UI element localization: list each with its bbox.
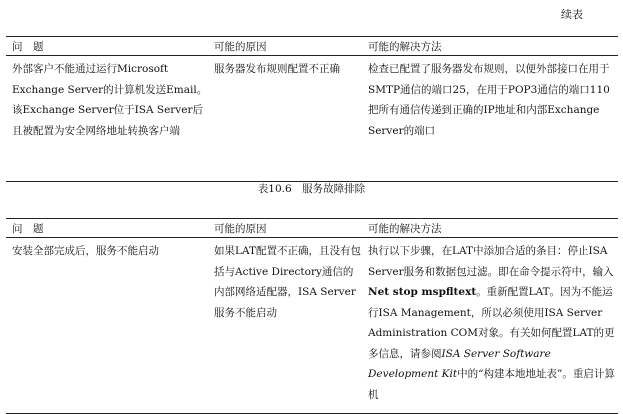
continued-label: 续表 (561, 8, 583, 21)
solution-book-title: ISA Server Software Development Kit (368, 347, 551, 380)
service-troubleshooting-table (6, 218, 618, 414)
cause-cell: 服务器发布规则配置不正确 (214, 63, 340, 75)
header-cause: 可能的原因 (214, 40, 267, 53)
table-row (6, 238, 618, 414)
cause-cell: 如果LAT配置不正确，且没有包括与Active Directory通信的内部网络适配器，ISA Server服务不能启动 (214, 245, 361, 319)
solution-cell: 检查已配置了服务器发布规则，以便外部接口在用于SMTP通信的端口25，在用于POP3通信的端口110把所有通信传递到正确的IP地址和内部Exchange Server的端口 (368, 63, 610, 137)
header-solution: 可能的解决方法 (368, 222, 442, 235)
problem-cell: 安装全部完成后，服务不能启动 (12, 245, 159, 257)
troubleshooting-table-continued (6, 36, 618, 182)
table-header (6, 36, 618, 56)
table-row (6, 56, 618, 182)
header-solution: 可能的解决方法 (368, 40, 442, 53)
header-problem: 问 题 (12, 222, 44, 235)
solution-text-part3: 中的“构建本地地址表”。重启计算机 (368, 368, 615, 401)
table-header (6, 218, 618, 238)
solution-text-part1: 执行以下步骤，在LAT中添加合适的条目：停止ISA Server服务和数据包过滤。即在命令提示符中，输入 (368, 245, 614, 278)
solution-cell (362, 241, 618, 413)
header-problem: 问 题 (12, 40, 44, 53)
solution-command: Net stop mspfltext (368, 286, 477, 298)
problem-cell: 外部客户不能通过运行Microsoft Exchange Server的计算机发送Email。该Exchange Server位于ISA Server后且被配置为安全网络地址转换客户端 (12, 63, 208, 137)
solution-text-part2: 。重新配置LAT。因为不能运行ISA Management，所以必须使用ISA Server Administration COM对象。有关如何配置LAT的更多信息，请参阅 (368, 286, 615, 360)
header-cause: 可能的原因 (214, 222, 267, 235)
table-caption: 表10.6 服务故障排除 (257, 183, 366, 195)
